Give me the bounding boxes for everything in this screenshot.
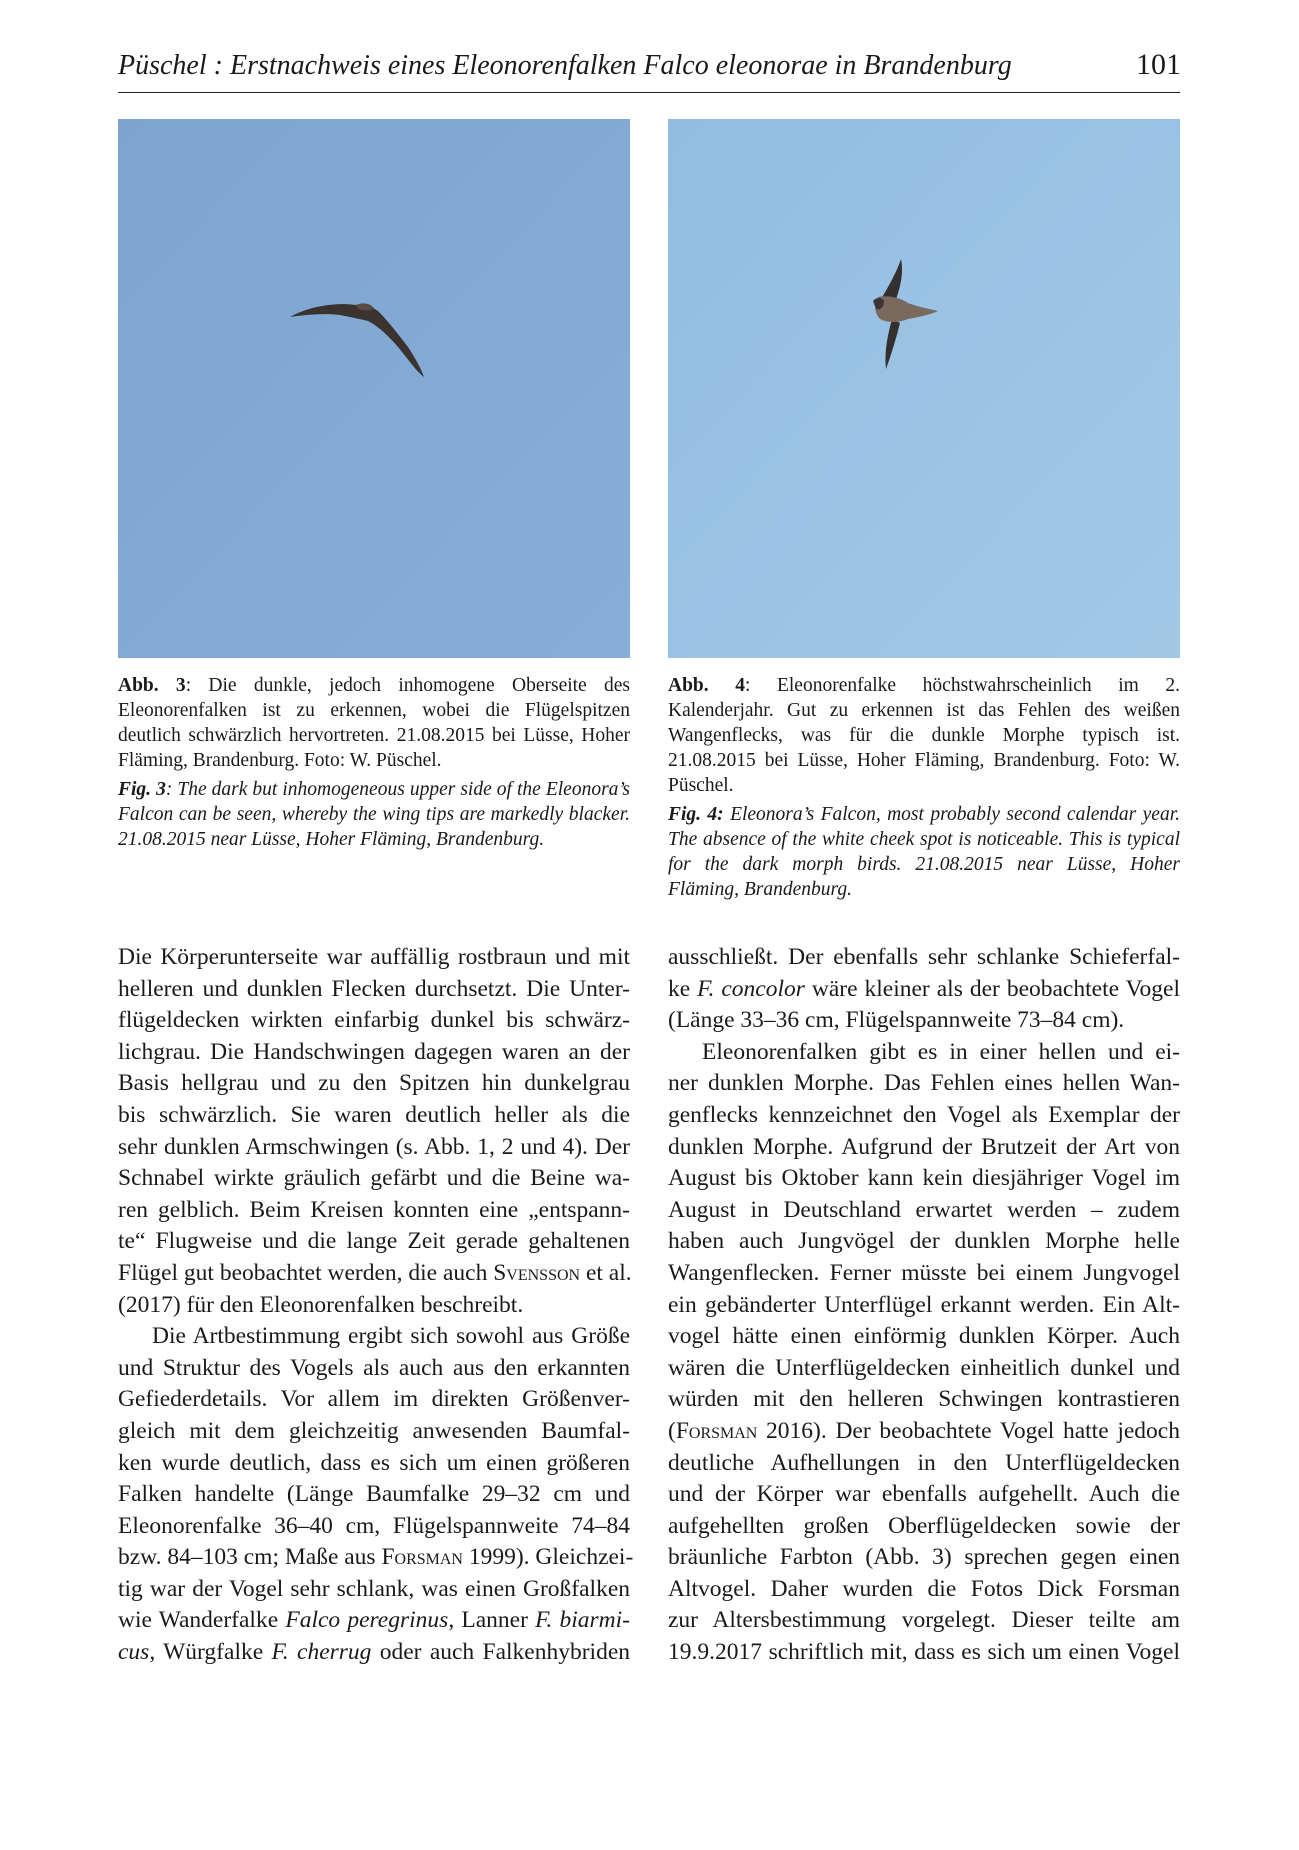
text-line: ein gebänderter Unterflügel erkannt werden. Ein Alt- [668, 1291, 1180, 1318]
text-segment: bzw. 84–103 cm; Maße aus [118, 1544, 382, 1571]
reference-author: Forsman [381, 1544, 463, 1571]
text-line: zur Altersbestimmung vorgelegt. Dieser teilte am [668, 1607, 1180, 1634]
page-number: 101 [1136, 48, 1181, 81]
caption-fig4-text: Eleonora’s Falcon, most probably second calendar year. The absence of the white cheek spot is noticeable. This is typical for the dark morph birds. 21.08.2015 near Lüsse, Hoher Fläming, Brandenburg. [668, 804, 1180, 900]
caption-abb3-label: Abb. 3 [118, 675, 186, 696]
text-line: Die Körperunterseite war auffällig rostbraun und mit [118, 944, 630, 970]
text-segment: oder auch Falkenhybriden [371, 1639, 631, 1666]
text-line-with-reference [118, 1542, 634, 1574]
text-line: wären die Unterflügeldecken einheitlich dunkel und [668, 1354, 1180, 1381]
paragraph-continuation [668, 942, 1180, 1037]
text-line: vogel hätte einen einförmig dunklen Körper. Auch [668, 1323, 1180, 1350]
text-line: tig war der Vogel sehr schlank, was einen Großfalken [118, 1575, 630, 1602]
text-line: würden mit den helleren Schwingen kontrastieren [668, 1386, 1180, 1413]
text-line: flügeldecken wirkten einfarbig dunkel bis schwärz- [118, 1007, 630, 1034]
caption-abb4-german [668, 673, 1180, 798]
text-line: ausschließt. Der ebenfalls sehr schlanke Schieferfal- [668, 944, 1180, 970]
species-name: F. biarmi- [535, 1607, 630, 1634]
text-line: (Länge 33–36 cm, Flügelspannweite 73–84 cm). [668, 1007, 1125, 1034]
text-line-species [118, 1637, 630, 1669]
text-segment: , Würgfalke [149, 1639, 272, 1666]
text-line: lichgrau. Die Handschwingen dagegen waren an der [118, 1038, 630, 1065]
text-line: Eleonorenfalke 36–40 cm, Flügelspannweite 74–84 [118, 1512, 630, 1539]
reference-author: Forsman [675, 1417, 758, 1444]
text-line: ner dunklen Morphe. Das Fehlen eines hellen Wan- [668, 1070, 1180, 1097]
text-line-with-reference [118, 1258, 630, 1290]
header-rule [118, 92, 1180, 93]
caption-abb4 [668, 673, 1180, 906]
text-line: Altvogel. Daher wurden die Fotos Dick Forsman [668, 1575, 1180, 1602]
text-line: genflecks kennzeichnet den Vogel als Exemplar der [668, 1101, 1180, 1128]
photo-abb4-falcon-underside [668, 119, 1180, 658]
text-line: Wangenflecken. Ferner müsste bei einem Jungvogel [668, 1259, 1180, 1286]
caption-fig4-english [668, 802, 1180, 902]
species-name: F. concolor [697, 975, 805, 1002]
caption-abb3-german [118, 673, 630, 773]
caption-fig3-english [118, 777, 630, 852]
text-line-with-reference: (Forsman 2016). Der beobachtete Vogel hatte jedoch [668, 1417, 1180, 1444]
text-segment: ke [668, 975, 698, 1002]
caption-fig4-label: Fig. 4: [668, 804, 724, 825]
caption-abb4-text: : Eleonorenfalke höchstwahrscheinlich im 2. Kalenderjahr. Gut zu erkennen ist das Fehlen des weißen Wangenflecks, was für die dunkle Morphe typisch ist. 21.08.2015 bei Lüsse, Hoher Fläming, Brandenburg. Foto: W. Püschel. [668, 675, 1180, 796]
text-line-species [668, 974, 1180, 1006]
text-segment: wie Wanderfalke [118, 1607, 286, 1634]
text-line: bräunliche Farbton (Abb. 3) sprechen gegen einen [668, 1544, 1180, 1571]
text-line: Basis hellgrau und zu den Spitzen hin dunkelgrau [118, 1070, 630, 1097]
text-line: August bis Oktober kann kein diesjähriger Vogel im [668, 1165, 1180, 1192]
text-line: sehr dunklen Armschwingen (s. Abb. 1, 2 und 4). Der [118, 1133, 630, 1160]
text-line: Falken handelte (Länge Baumfalke 29–32 cm und [118, 1481, 630, 1508]
caption-abb3 [118, 673, 630, 856]
text-line: und Struktur des Vogels als auch aus den erkannten [118, 1354, 630, 1381]
text-segment: Flügel gut beobachtet werden, die auch [118, 1259, 488, 1286]
text-line: Schnabel wirkte gräulich gefärbt und die Beine wa- [118, 1165, 630, 1192]
text-line: dunklen Morphe. Aufgrund der Brutzeit der Art von [668, 1133, 1180, 1160]
text-line: haben auch Jungvögel der dunklen Morphe helle [668, 1228, 1180, 1255]
text-line: und der Körper war ebenfalls aufgehellt. Auch die [668, 1481, 1180, 1508]
text-line: 19.9.2017 schriftlich mit, dass es sich um einen Vogel [668, 1639, 1180, 1666]
text-line: helleren und dunklen Flecken durchsetzt. Die Unter- [118, 975, 630, 1002]
paragraph-description [118, 942, 630, 1321]
text-line: Die Artbestimmung ergibt sich sowohl aus Größe [152, 1323, 630, 1350]
caption-abb3-text: : Die dunkle, jedoch inhomogene Oberseite des Eleonorenfalken ist zu erkennen, wobei die Flügelspitzen deutlich schwärzlich hervortreten. 21.08.2015 bei Lüsse, Hoher Fläming, Brandenburg. Foto: W. Püschel. [118, 675, 630, 771]
text-line: aufgehellten großen Oberflügeldecken sowie der [668, 1512, 1180, 1539]
text-line-species [118, 1605, 630, 1637]
reference-author: Svensson [493, 1259, 581, 1286]
body-column-right [668, 942, 1180, 1669]
text-line: bis schwärzlich. Sie waren deutlich heller als die [118, 1101, 630, 1128]
running-header-title: Püschel : Erstnachweis eines Eleonorenfalken Falco eleonorae in Brandenburg [118, 50, 1012, 81]
text-segment: 1999). Gleichzei- [462, 1544, 634, 1571]
text-segment: 2016). Der beobachtete Vogel hatte jedoch [757, 1417, 1180, 1444]
caption-abb4-label: Abb. 4 [668, 675, 745, 696]
species-name: Falco peregrinus [285, 1607, 449, 1634]
text-line: ren gelblich. Beim Kreisen konnten eine „entspann- [118, 1196, 630, 1223]
text-segment: et al. [580, 1259, 632, 1286]
text-line: Gefiederdetails. Vor allem im direkten Größenver- [118, 1386, 630, 1413]
photo-abb3-falcon-upperside [118, 119, 630, 658]
text-line: gleich mit dem gleichzeitig anwesenden Baumfal- [118, 1417, 630, 1444]
text-line: te“ Flugweise und die lange Zeit gerade gehaltenen [118, 1228, 630, 1255]
paragraph-identification [118, 1321, 634, 1669]
text-line: Eleonorenfalken gibt es in einer hellen und ei- [702, 1038, 1180, 1065]
body-column-left [118, 942, 634, 1669]
paragraph-morphs [668, 1037, 1180, 1669]
text-line: August in Deutschland erwartet werden – zudem [668, 1196, 1180, 1223]
text-line: ken wurde deutlich, dass es sich um einen größeren [118, 1449, 630, 1476]
caption-fig3-label: Fig. 3 [118, 779, 166, 800]
species-name: F. cherrug [271, 1639, 372, 1666]
text-segment: wäre kleiner als der beobachtete Vogel [804, 975, 1180, 1002]
species-name: cus [118, 1639, 150, 1666]
text-line: (2017) für den Eleonorenfalken beschreibt. [118, 1291, 524, 1318]
caption-fig3-text: : The dark but inhomogeneous upper side of the Eleonora’s Falcon can be seen, whereby the wing tips are markedly blacker. 21.08.2015 near Lüsse, Hoher Fläming, Brandenburg. [118, 779, 630, 850]
text-segment: , Lanner [448, 1607, 536, 1634]
text-line: deutliche Aufhellungen in den Unterflügeldecken [668, 1449, 1180, 1476]
